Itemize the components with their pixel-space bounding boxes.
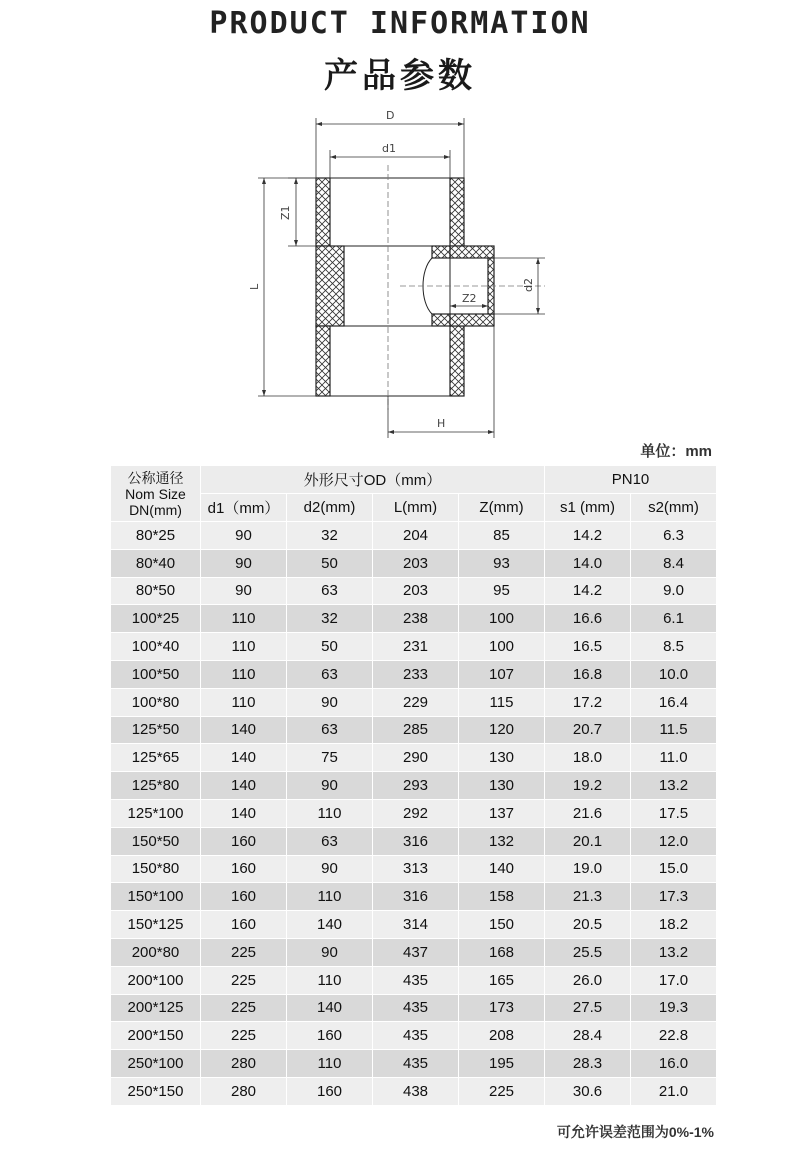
cell-s2: 8.4	[631, 549, 717, 577]
cell-s1: 21.6	[545, 799, 631, 827]
cell-s2: 21.0	[631, 1077, 717, 1105]
cell-dn: 250*100	[111, 1050, 201, 1078]
cell-s2: 6.3	[631, 522, 717, 550]
reducing-tee-diagram	[240, 100, 560, 445]
cell-Z: 93	[459, 549, 545, 577]
cell-s1: 14.0	[545, 549, 631, 577]
cell-dn: 200*80	[111, 938, 201, 966]
cell-Z: 120	[459, 716, 545, 744]
spec-table-body	[111, 522, 717, 1106]
cell-d2: 110	[287, 1050, 373, 1078]
cell-dn: 200*100	[111, 966, 201, 994]
cell-d2: 63	[287, 577, 373, 605]
table-row	[111, 799, 717, 827]
cell-s2: 15.0	[631, 855, 717, 883]
cell-dn: 125*80	[111, 772, 201, 800]
page-title-en: PRODUCT INFORMATION	[209, 6, 591, 41]
cell-d2: 90	[287, 855, 373, 883]
cell-d1: 110	[201, 633, 287, 661]
cell-d2: 160	[287, 1077, 373, 1105]
cell-d1: 140	[201, 716, 287, 744]
cell-d1: 280	[201, 1077, 287, 1105]
cell-Z: 132	[459, 827, 545, 855]
cell-dn: 80*25	[111, 522, 201, 550]
cell-L: 314	[373, 911, 459, 939]
cell-d1: 90	[201, 549, 287, 577]
dimension-arrows	[262, 122, 540, 434]
dimension-lines	[258, 118, 545, 438]
cell-dn: 150*80	[111, 855, 201, 883]
dim-label-Z1: Z1	[279, 205, 292, 220]
cell-Z: 158	[459, 883, 545, 911]
table-row	[111, 911, 717, 939]
cell-s1: 14.2	[545, 577, 631, 605]
cell-dn: 80*40	[111, 549, 201, 577]
cell-d1: 225	[201, 938, 287, 966]
cell-s2: 11.5	[631, 716, 717, 744]
table-row	[111, 1022, 717, 1050]
cell-d2: 32	[287, 522, 373, 550]
cell-d2: 63	[287, 716, 373, 744]
cell-s2: 16.4	[631, 688, 717, 716]
page-title-cn: 产品参数	[324, 56, 476, 96]
cell-Z: 107	[459, 660, 545, 688]
cell-dn: 100*25	[111, 605, 201, 633]
nom-size-en: Nom Size	[125, 485, 186, 502]
table-row	[111, 744, 717, 772]
cell-s2: 10.0	[631, 660, 717, 688]
cell-Z: 115	[459, 688, 545, 716]
cell-dn: 125*50	[111, 716, 201, 744]
cell-s2: 22.8	[631, 1022, 717, 1050]
cell-s1: 20.7	[545, 716, 631, 744]
col-header-Z: Z(mm)	[459, 494, 545, 522]
cell-s2: 9.0	[631, 577, 717, 605]
cell-d1: 110	[201, 605, 287, 633]
nom-size-dn: DN(mm)	[129, 501, 182, 518]
cell-L: 203	[373, 549, 459, 577]
cell-Z: 95	[459, 577, 545, 605]
cell-d2: 63	[287, 660, 373, 688]
col-header-d1: d1（mm）	[201, 494, 287, 522]
cell-L: 316	[373, 827, 459, 855]
table-row	[111, 855, 717, 883]
cell-s1: 21.3	[545, 883, 631, 911]
cell-Z: 140	[459, 855, 545, 883]
table-row	[111, 688, 717, 716]
cell-s2: 19.3	[631, 994, 717, 1022]
col-header-s1: s1 (mm)	[545, 494, 631, 522]
cell-s1: 28.4	[545, 1022, 631, 1050]
cell-d2: 32	[287, 605, 373, 633]
table-row	[111, 938, 717, 966]
cell-s1: 19.0	[545, 855, 631, 883]
col-header-L: L(mm)	[373, 494, 459, 522]
cell-d1: 110	[201, 688, 287, 716]
cell-s2: 13.2	[631, 772, 717, 800]
cell-L: 231	[373, 633, 459, 661]
cell-s1: 18.0	[545, 744, 631, 772]
cell-d2: 50	[287, 549, 373, 577]
cell-s1: 27.5	[545, 994, 631, 1022]
cell-s2: 11.0	[631, 744, 717, 772]
cell-Z: 100	[459, 633, 545, 661]
cell-Z: 137	[459, 799, 545, 827]
cell-d1: 90	[201, 522, 287, 550]
tee-body-section	[316, 178, 494, 396]
cell-Z: 85	[459, 522, 545, 550]
cell-s2: 16.0	[631, 1050, 717, 1078]
cell-dn: 100*40	[111, 633, 201, 661]
table-row	[111, 994, 717, 1022]
cell-d2: 110	[287, 883, 373, 911]
cell-L: 435	[373, 1022, 459, 1050]
cell-d2: 75	[287, 744, 373, 772]
cell-L: 292	[373, 799, 459, 827]
dim-label-d1: d1	[382, 142, 396, 155]
cell-L: 313	[373, 855, 459, 883]
table-row	[111, 660, 717, 688]
table-row	[111, 827, 717, 855]
table-row	[111, 883, 717, 911]
cell-d2: 90	[287, 688, 373, 716]
cell-Z: 168	[459, 938, 545, 966]
dim-label-d2: d2	[522, 278, 535, 292]
cell-s1: 16.8	[545, 660, 631, 688]
cell-d1: 140	[201, 744, 287, 772]
tolerance-note: 可允许误差范围为0%-1%	[556, 1124, 714, 1140]
cell-s1: 16.5	[545, 633, 631, 661]
cell-d2: 110	[287, 799, 373, 827]
cell-dn: 250*150	[111, 1077, 201, 1105]
cell-L: 290	[373, 744, 459, 772]
cell-d2: 63	[287, 827, 373, 855]
cell-L: 233	[373, 660, 459, 688]
cell-d2: 110	[287, 966, 373, 994]
cell-d1: 225	[201, 994, 287, 1022]
cell-s1: 14.2	[545, 522, 631, 550]
table-row	[111, 522, 717, 550]
nom-size-cn: 公称通径	[127, 469, 184, 486]
cell-dn: 150*100	[111, 883, 201, 911]
dim-label-H: H	[437, 417, 446, 430]
nom-size-header	[111, 466, 201, 522]
cell-Z: 130	[459, 744, 545, 772]
cell-s1: 26.0	[545, 966, 631, 994]
cell-s1: 20.1	[545, 827, 631, 855]
cell-dn: 100*80	[111, 688, 201, 716]
cell-d1: 160	[201, 827, 287, 855]
tee-inner-lines	[330, 178, 450, 396]
col-header-d2: d2(mm)	[287, 494, 373, 522]
unit-label: 单位：mm	[640, 443, 712, 460]
cell-d2: 50	[287, 633, 373, 661]
table-row	[111, 1050, 717, 1078]
cell-dn: 125*100	[111, 799, 201, 827]
cell-Z: 100	[459, 605, 545, 633]
table-row	[111, 772, 717, 800]
table-row	[111, 966, 717, 994]
cell-d1: 140	[201, 799, 287, 827]
cell-L: 204	[373, 522, 459, 550]
cell-s2: 12.0	[631, 827, 717, 855]
cell-dn: 100*50	[111, 660, 201, 688]
cell-s2: 17.5	[631, 799, 717, 827]
cell-s1: 30.6	[545, 1077, 631, 1105]
cell-d1: 90	[201, 577, 287, 605]
table-row	[111, 1077, 717, 1105]
cell-s1: 20.5	[545, 911, 631, 939]
cell-d2: 140	[287, 911, 373, 939]
cell-s1: 17.2	[545, 688, 631, 716]
cell-dn: 125*65	[111, 744, 201, 772]
cell-dn: 200*125	[111, 994, 201, 1022]
cell-d1: 160	[201, 911, 287, 939]
cell-L: 238	[373, 605, 459, 633]
cell-d1: 160	[201, 883, 287, 911]
cell-Z: 165	[459, 966, 545, 994]
cell-s1: 16.6	[545, 605, 631, 633]
cell-d1: 110	[201, 660, 287, 688]
cell-d1: 280	[201, 1050, 287, 1078]
table-row	[111, 605, 717, 633]
cell-L: 229	[373, 688, 459, 716]
cell-s2: 13.2	[631, 938, 717, 966]
cell-dn: 200*150	[111, 1022, 201, 1050]
dim-label-L: L	[248, 283, 261, 290]
od-group-header: 外形尺寸OD（mm）	[201, 466, 545, 494]
cell-L: 438	[373, 1077, 459, 1105]
cell-d2: 90	[287, 938, 373, 966]
table-row	[111, 549, 717, 577]
pn-group-header: PN10	[545, 466, 717, 494]
cell-dn: 150*125	[111, 911, 201, 939]
cell-s1: 19.2	[545, 772, 631, 800]
cell-s2: 6.1	[631, 605, 717, 633]
dim-label-Z2: Z2	[462, 292, 477, 305]
cell-s1: 28.3	[545, 1050, 631, 1078]
cell-d2: 90	[287, 772, 373, 800]
cell-d1: 140	[201, 772, 287, 800]
cell-L: 435	[373, 1050, 459, 1078]
cell-s2: 8.5	[631, 633, 717, 661]
cell-s2: 17.0	[631, 966, 717, 994]
cell-L: 435	[373, 994, 459, 1022]
table-row	[111, 577, 717, 605]
cell-d2: 160	[287, 1022, 373, 1050]
cell-dn: 80*50	[111, 577, 201, 605]
cell-d1: 225	[201, 966, 287, 994]
spec-table	[110, 465, 717, 1106]
col-header-s2: s2(mm)	[631, 494, 717, 522]
table-row	[111, 633, 717, 661]
table-row	[111, 716, 717, 744]
cell-L: 437	[373, 938, 459, 966]
cell-d1: 225	[201, 1022, 287, 1050]
cell-Z: 130	[459, 772, 545, 800]
table-header-row-2	[111, 494, 717, 522]
cell-Z: 225	[459, 1077, 545, 1105]
cell-d1: 160	[201, 855, 287, 883]
cell-dn: 150*50	[111, 827, 201, 855]
cell-s2: 17.3	[631, 883, 717, 911]
cell-L: 285	[373, 716, 459, 744]
dim-label-D: D	[386, 109, 395, 122]
cell-Z: 208	[459, 1022, 545, 1050]
cell-L: 203	[373, 577, 459, 605]
cell-L: 293	[373, 772, 459, 800]
cell-Z: 150	[459, 911, 545, 939]
cell-d2: 140	[287, 994, 373, 1022]
cell-Z: 173	[459, 994, 545, 1022]
cell-Z: 195	[459, 1050, 545, 1078]
cell-L: 316	[373, 883, 459, 911]
table-header-row-1	[111, 466, 717, 494]
cell-s1: 25.5	[545, 938, 631, 966]
cell-s2: 18.2	[631, 911, 717, 939]
cell-L: 435	[373, 966, 459, 994]
